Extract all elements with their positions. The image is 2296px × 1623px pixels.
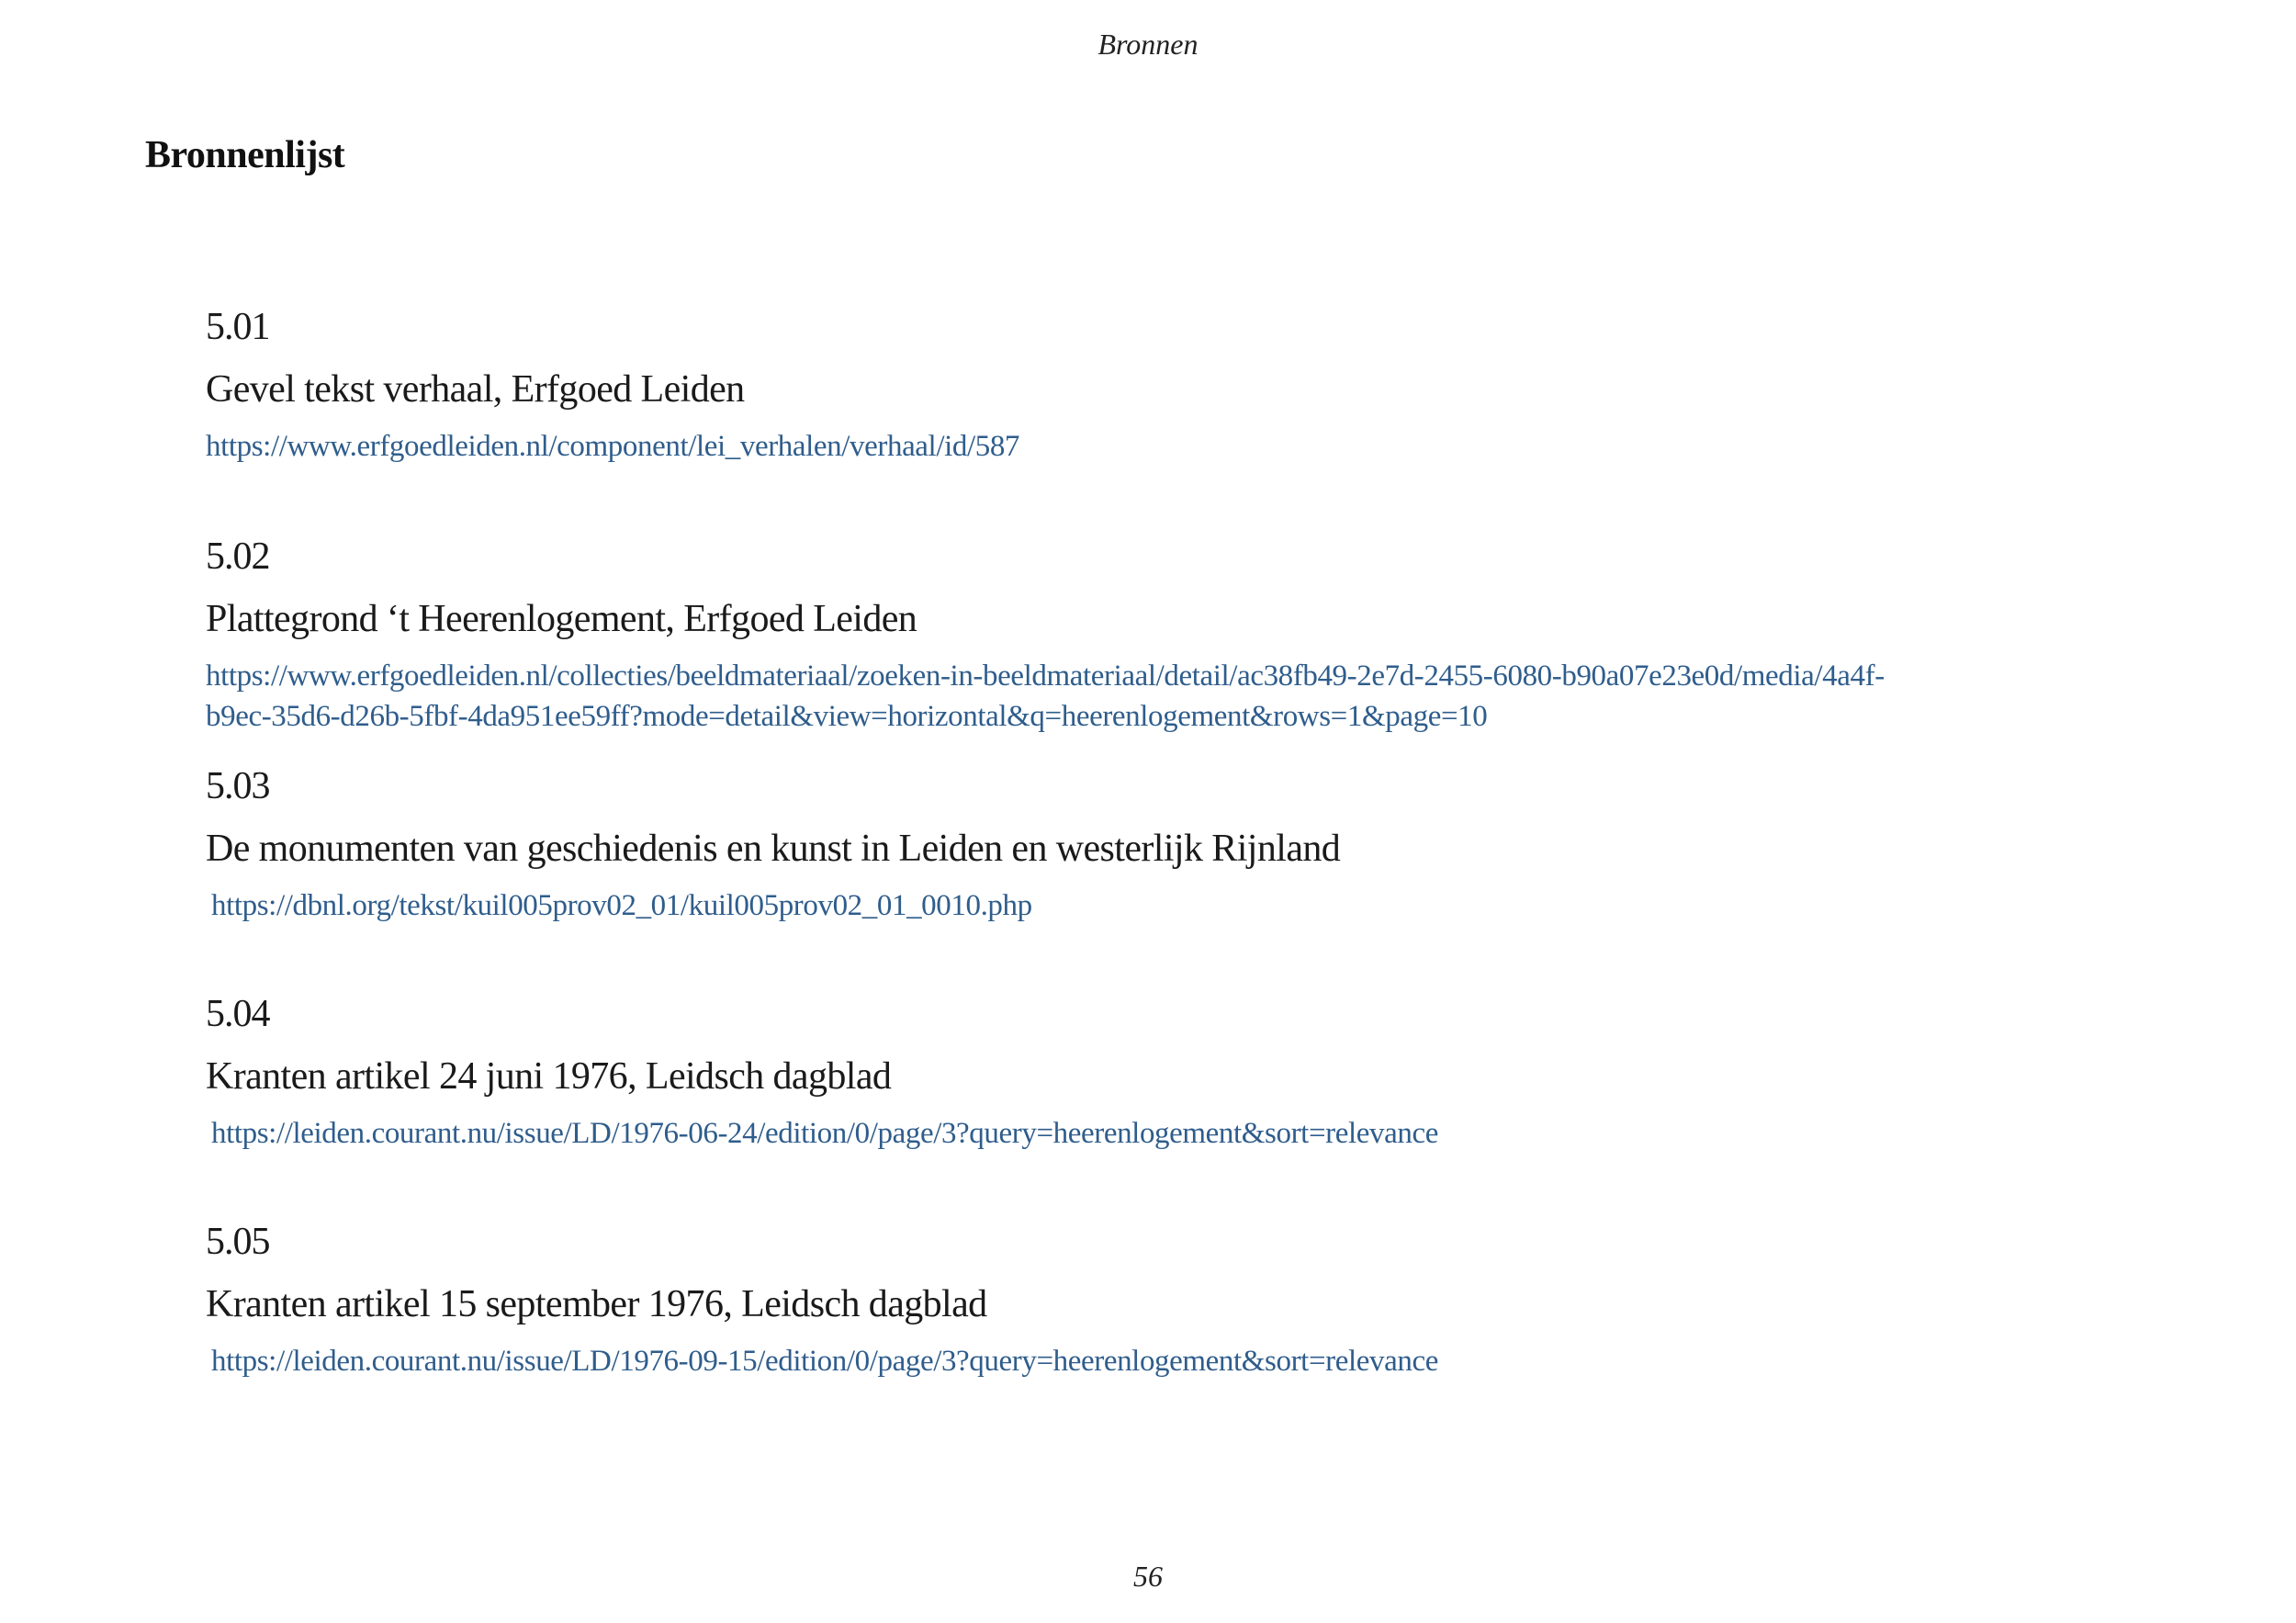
source-title: Plattegrond ‘t Heerenlogement, Erfgoed Leiden	[206, 598, 917, 640]
source-entry-5-05	[206, 1220, 2043, 1381]
source-link-line-2: b9ec-35d6-d26b-5fbf-4da951ee59ff?mode=detail&view=horizontal&q=heerenlogement&rows=1&page=10	[206, 700, 1488, 733]
source-entry-5-04	[206, 992, 2043, 1154]
source-link[interactable]: https://dbnl.org/tekst/kuil005prov02_01/kuil005prov02_01_0010.php	[211, 889, 1032, 922]
source-entry-5-03	[206, 764, 2043, 926]
source-title: Kranten artikel 15 september 1976, Leidsch dagblad	[206, 1283, 987, 1325]
page-number: 56	[1133, 1560, 1163, 1593]
source-number: 5.03	[206, 765, 270, 807]
source-link[interactable]: https://www.erfgoedleiden.nl/component/lei_verhalen/verhaal/id/587	[206, 430, 1020, 463]
source-number: 5.01	[206, 306, 270, 348]
source-number: 5.02	[206, 535, 270, 578]
section-title: Bronnenlijst	[145, 134, 345, 176]
source-link[interactable]: https://leiden.courant.nu/issue/LD/1976-06-24/edition/0/page/3?query=heerenlogement&sort=relevance	[211, 1117, 1438, 1150]
source-title: De monumenten van geschiedenis en kunst in Leiden en westerlijk Rijnland	[206, 828, 1341, 870]
source-link[interactable]: https://leiden.courant.nu/issue/LD/1976-09-15/edition/0/page/3?query=heerenlogement&sort=relevance	[211, 1345, 1438, 1378]
running-header: Bronnen	[1097, 28, 1199, 61]
source-title: Gevel tekst verhaal, Erfgoed Leiden	[206, 368, 745, 411]
source-link[interactable]	[206, 656, 1951, 737]
source-link-line-1: https://www.erfgoedleiden.nl/collecties/beeldmateriaal/zoeken-in-beeldmateriaal/detail/ac38fb49-2e7d-2455-6080-b90a07e23e0d/media/4a4f-	[206, 659, 1885, 693]
source-number: 5.05	[206, 1221, 270, 1263]
source-title: Kranten artikel 24 juni 1976, Leidsch dagblad	[206, 1055, 892, 1098]
source-entry-5-02	[206, 535, 2043, 737]
source-number: 5.04	[206, 993, 270, 1035]
source-entry-5-01	[206, 305, 2043, 467]
